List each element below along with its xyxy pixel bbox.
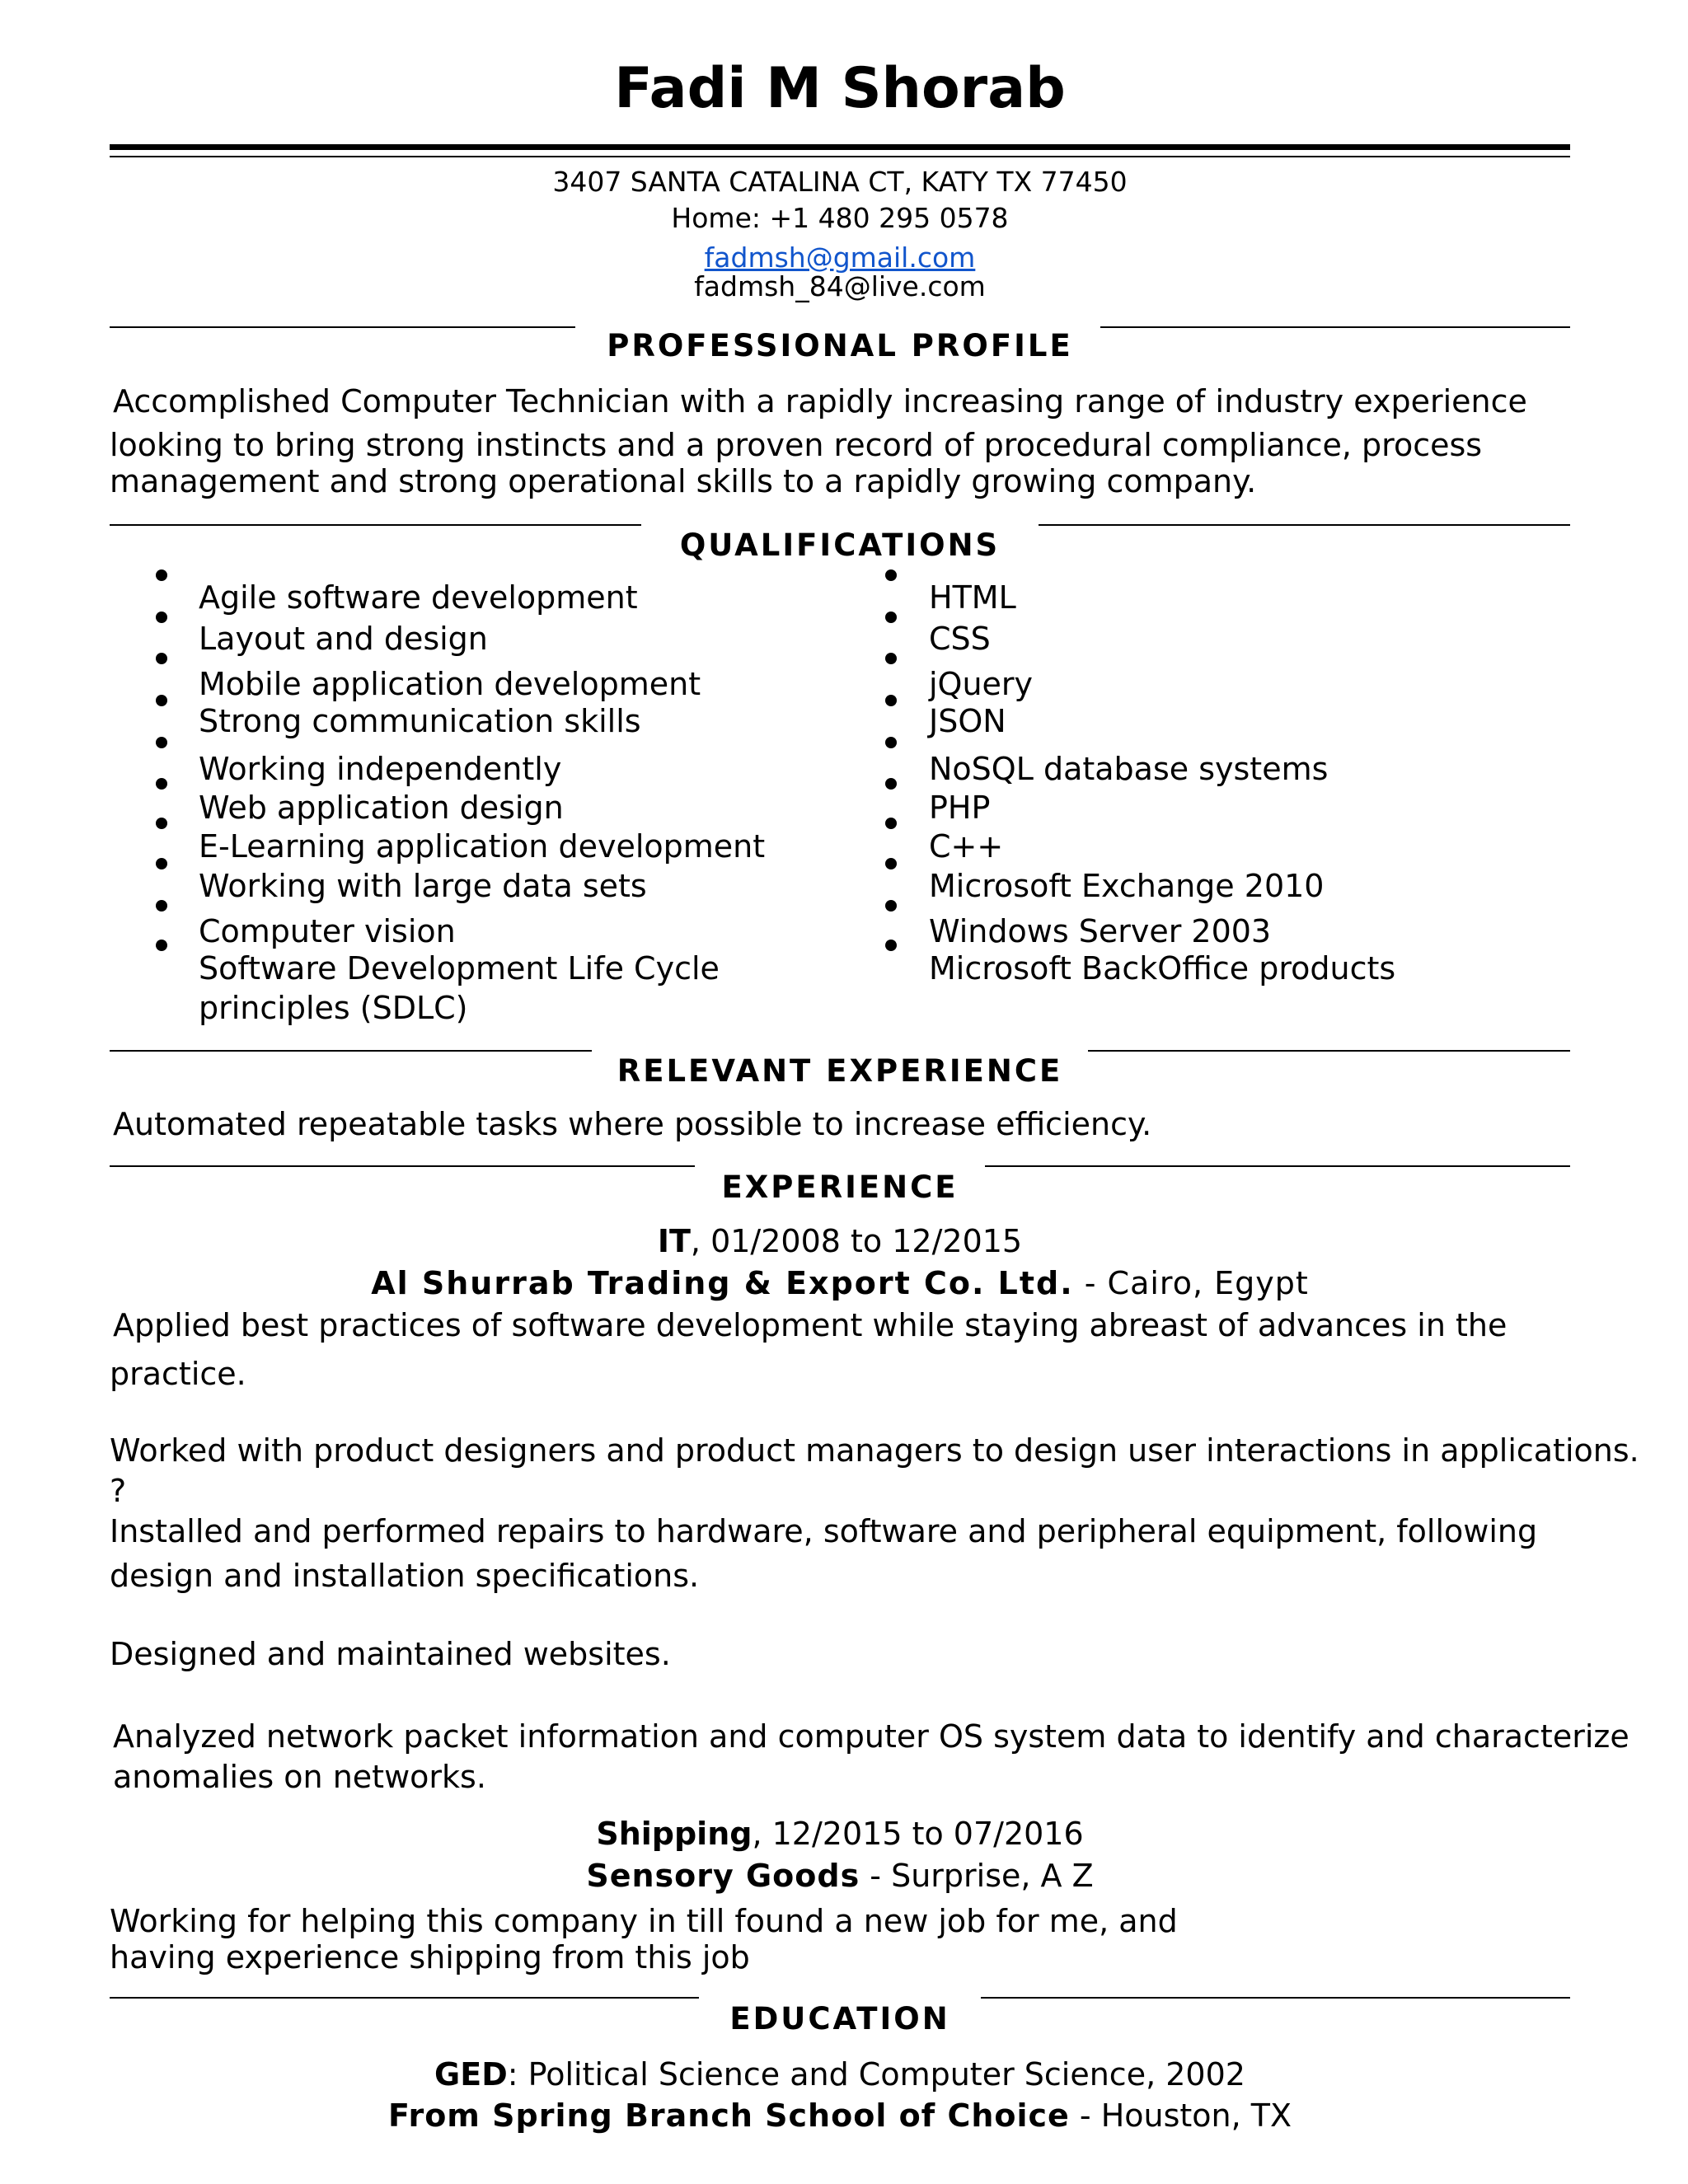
bullet <box>156 818 167 829</box>
education-school-line <box>110 2097 1570 2134</box>
qualification-item: Web application design <box>199 790 564 826</box>
job-company-line <box>110 1265 1570 1301</box>
job-company-line <box>110 1858 1570 1894</box>
bullet <box>885 737 897 748</box>
qualification-item: CSS <box>929 621 991 657</box>
candidate-name: Fadi M Shorab <box>614 56 1066 121</box>
bullet <box>156 569 167 581</box>
qualification-item: C++ <box>929 828 1004 865</box>
qualification-item: Layout and design <box>199 621 488 657</box>
bullet <box>156 940 167 951</box>
bullet <box>885 569 897 581</box>
qualification-item: HTML <box>929 579 1016 616</box>
bullet <box>156 612 167 623</box>
bullet <box>156 900 167 912</box>
bullet <box>885 858 897 869</box>
address: 3407 SANTA CATALINA CT, KATY TX 77450 <box>552 166 1128 198</box>
job-description-line: Analyzed network packet information and computer OS system data to identify and characterize <box>113 1718 1629 1755</box>
qualification-item: Working with large data sets <box>199 868 647 904</box>
bullet <box>885 818 897 829</box>
job-role: Shipping <box>596 1816 753 1852</box>
bullet <box>885 695 897 706</box>
qualification-item: Strong communication skills <box>199 703 641 739</box>
qualification-item: Agile software development <box>199 579 638 616</box>
qualification-item: Mobile application development <box>199 666 701 702</box>
bullet <box>156 737 167 748</box>
job-dates: , 12/2015 to 07/2016 <box>752 1816 1084 1852</box>
section-title-qualifications: QUALIFICATIONS <box>679 527 1001 563</box>
education-location: - Houston, TX <box>1069 2097 1292 2134</box>
job-description-line: ? <box>110 1473 127 1509</box>
job-location: - Cairo, Egypt <box>1073 1265 1309 1301</box>
qualification-item: principles (SDLC) <box>199 990 468 1026</box>
phone: Home: +1 480 295 0578 <box>671 202 1009 234</box>
bullet <box>156 858 167 869</box>
job-description-line: design and installation specifications. <box>110 1558 700 1594</box>
email-primary-link[interactable]: fadmsh@gmail.com <box>704 241 976 274</box>
job-description-line: practice. <box>110 1356 246 1392</box>
profile-line: management and strong operational skills to a rapidly growing company. <box>110 463 1257 499</box>
bullet <box>885 653 897 664</box>
qualification-item: Microsoft Exchange 2010 <box>929 868 1325 904</box>
qualification-item: NoSQL database systems <box>929 751 1329 787</box>
qualification-item: Microsoft BackOffice products <box>929 950 1396 987</box>
job-description-line: having experience shipping from this job <box>110 1939 750 1975</box>
section-rule-right <box>1039 524 1570 526</box>
qualification-item: Working independently <box>199 751 562 787</box>
job-description-line: anomalies on networks. <box>113 1759 486 1795</box>
job-heading <box>110 1223 1570 1259</box>
job-description-line: Installed and performed repairs to hardware, software and peripheral equipment, following <box>110 1513 1538 1549</box>
education-school: From Spring Branch School of Choice <box>387 2097 1070 2134</box>
email-secondary: fadmsh_84@live.com <box>694 270 986 302</box>
section-title-relevant-experience: RELEVANT EXPERIENCE <box>617 1053 1063 1089</box>
qualification-item: jQuery <box>929 666 1034 702</box>
bullet <box>156 653 167 664</box>
education-degree-line <box>110 2056 1570 2093</box>
job-description-line: Working for helping this company in till found a new job for me, and <box>110 1903 1178 1939</box>
section-rule-left <box>110 524 641 526</box>
header-rule-thick <box>110 144 1570 150</box>
qualification-item: PHP <box>929 790 991 826</box>
job-dates: , 01/2008 to 12/2015 <box>690 1223 1023 1259</box>
job-role: IT <box>657 1223 691 1259</box>
job-company: Sensory Goods <box>586 1858 860 1894</box>
section-rule-left <box>110 1050 592 1052</box>
section-rule-left <box>110 1997 699 1999</box>
bullet <box>156 778 167 790</box>
education-field: : Political Science and Computer Science, 2002 <box>507 2056 1245 2093</box>
job-heading <box>110 1816 1570 1852</box>
job-description-line: Applied best practices of software development while staying abreast of advances in the <box>113 1307 1507 1343</box>
bullet <box>156 695 167 706</box>
header-rule-thin <box>110 156 1570 157</box>
job-location: - Surprise, A Z <box>860 1858 1094 1894</box>
section-rule-left <box>110 1165 695 1167</box>
job-description-line: Designed and maintained websites. <box>110 1636 671 1672</box>
bullet <box>885 778 897 790</box>
profile-line: looking to bring strong instincts and a proven record of procedural compliance, process <box>110 427 1483 463</box>
job-company: Al Shurrab Trading & Export Co. Ltd. <box>371 1265 1074 1301</box>
qualification-item: Computer vision <box>199 913 456 949</box>
section-title-experience: EXPERIENCE <box>721 1169 959 1205</box>
bullet <box>885 940 897 951</box>
qualification-item: Windows Server 2003 <box>929 913 1272 949</box>
section-rule-right <box>981 1997 1570 1999</box>
qualification-item: Software Development Life Cycle <box>199 950 720 987</box>
section-rule-right <box>985 1165 1570 1167</box>
section-title-profile: PROFESSIONAL PROFILE <box>607 328 1073 363</box>
section-rule-right <box>1088 1050 1570 1052</box>
qualification-item: JSON <box>929 703 1006 739</box>
job-description-line: Worked with product designers and product managers to design user interactions in applications. <box>110 1432 1639 1469</box>
email-primary-wrap <box>110 241 1570 274</box>
bullet <box>885 612 897 623</box>
relevant-experience-text: Automated repeatable tasks where possible to increase efficiency. <box>113 1106 1152 1142</box>
bullet <box>885 900 897 912</box>
qualification-item: E-Learning application development <box>199 828 766 865</box>
section-title-education: EDUCATION <box>729 2001 950 2036</box>
profile-line: Accomplished Computer Technician with a rapidly increasing range of industry experience <box>113 383 1527 419</box>
education-degree: GED <box>434 2056 508 2093</box>
